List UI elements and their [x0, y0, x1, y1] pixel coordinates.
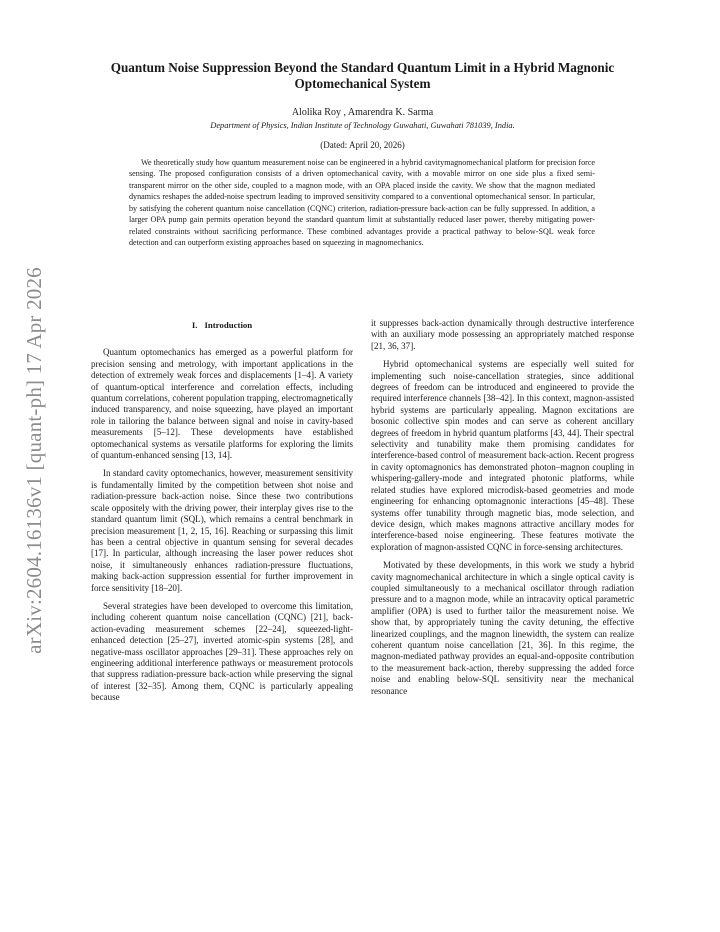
abstract: We theoretically study how quantum measurement noise can be engineered in a hybrid cavitymagnomechanical platform for precision force sensing. The proposed configuration consists of a driven optomechanical cavity, with a movable mirror on one side plus a fixed semi-transparent mirror on the other side, coupled to a magnon mode, with an OPA placed inside the cavity. We show that the magnon mediated dynamics reshapes the added-noise spectrum leading to improved sensitivity compared to a conventional optomechanical sensor. In particular, by satisfying the coherent quantum noise cancellation (CQNC) criterion, radiation-pressure back-action can be fully suppressed. In addition, a larger OPA pump gain permits operation beyond the standard quantum limit at substantially reduced laser power, thereby mitigating power-related constraints without sacrificing performance. These combined advantages provide a practical pathway to below-SQL weak force detection and can outperform existing approaches based on squeezing in magnomechanics. [129, 158, 595, 248]
author-list: Alolika Roy , Amarendra K. Sarma [291, 107, 434, 118]
right-column [371, 318, 634, 704]
body-paragraph: Hybrid optomechanical systems are especially well suited for implementing such noise-cancellation strategies, since additional degrees of freedom can be introduced and engineered to provide the required interference channels [38–42]. In this context, magnon-assisted hybrid systems are particularly appealing. Magnon excitations are bosonic collective spin modes and can serve as coherent ancillary degrees of freedom in hybrid quantum platforms [43, 44]. Their spectral selectivity and tunability make them promising candidates for interference-based control of measurement back-action. Recent progress in cavity optomagnonics has demonstrated photon–magnon coupling in whispering-gallery-mode and integrated photonic platforms, while related studies have explored microdisk-based geometries and mode engineering for enhancing optomagnonic interactions [45–48]. These systems offer tunability through magnetic bias, mode selection, and device design, which makes magnons attractive ancillary modes for interference-based noise engineering. These features motivate the exploration of magnon-assisted CQNC in force-sensing architectures. [371, 359, 634, 552]
body-paragraph: In standard cavity optomechanics, however, measurement sensitivity is fundamentally limited by the competition between shot noise and radiation-pressure back-action noise. Since these two contributions scale oppositely with the driving power, their interplay gives rise to the standard quantum limit (SQL), which remains a central benchmark in precision measurement [1, 2, 15, 16]. Reaching or surpassing this limit has been a central objective in quantum sensing for several decades [17]. In particular, although increasing the laser power reduces shot noise, it simultaneously enhances radiation-pressure fluctuations, making back-action suppression essential for further improvement in force sensitivity [18–20]. [91, 468, 353, 593]
body-paragraph: Several strategies have been developed to overcome this limitation, including coherent quantum noise cancellation (CQNC) [21], back-action-evading measurement schemes [22–24], squeezed-light-enhanced detection [25–27], inverted atomic-spin systems [28], and negative-mass oscillator approaches [29–31]. These approaches rely on engineering additional interference pathways or measurement protocols that suppress radiation-pressure back-action while preserving the signal of interest [32–35]. Among them, CQNC is particularly appealing because [91, 600, 353, 703]
section-heading [91, 320, 353, 331]
paper-title: Quantum Noise Suppression Beyond the Standard Quantum Limit in a Hybrid Magnonic Optomechanical System [110, 60, 615, 91]
arxiv-identifier-stamp [4, 240, 64, 680]
section-title: Introduction [204, 320, 253, 330]
section-number: I. [191, 320, 198, 330]
body-paragraph: Motivated by these developments, in this work we study a hybrid cavity magnomechanical architecture in which a single optical cavity is coupled simultaneously to a mechanical oscillator through radiation pressure and to a magnon mode, while an intracavity optical parametric amplifier (OPA) is used to further tailor the measurement noise. We show that, by appropriately tuning the cavity detuning, the effective linearized couplings, and the magnon linewidth, the system can realize coherent quantum noise cancellation [21, 36]. In this regime, the magnon-mediated pathway provides an equal-and-opposite contribution to the measurement back-action, thereby suppressing the added force noise and enabling below-SQL sensitivity near the mechanical resonance [371, 560, 634, 696]
dated-line: (Dated: April 20, 2026) [320, 140, 405, 150]
body-paragraph-continued: it suppresses back-action dynamically through destructive interference with an auxiliary mode possessing an appropriately matched response [21, 36, 37]. [371, 318, 634, 351]
body-paragraph: Quantum optomechanics has emerged as a powerful platform for precision sensing and metrology, with important applications in the detection of extremely weak forces and displacements [1–4]. A variety of quantum-optical interference and correlation effects, including quantum correlations, coherent population trapping, electromagnetically induced transparency, and noise squeezing, have played an important role in tailoring the balance between signal and noise in cavity-based measurements [5–12]. These developments have established optomechanical systems as versatile platforms for exploring the limits of quantum-enhanced sensing [13, 14]. [91, 347, 353, 461]
arxiv-identifier-text: arXiv:2604.16136v1 [quant-ph] 17 Apr 2026 [21, 266, 46, 654]
left-column [91, 318, 353, 711]
author-affiliation: Department of Physics, Indian Institute of Technology Guwahati, Guwahati 781039, India. [210, 121, 515, 130]
